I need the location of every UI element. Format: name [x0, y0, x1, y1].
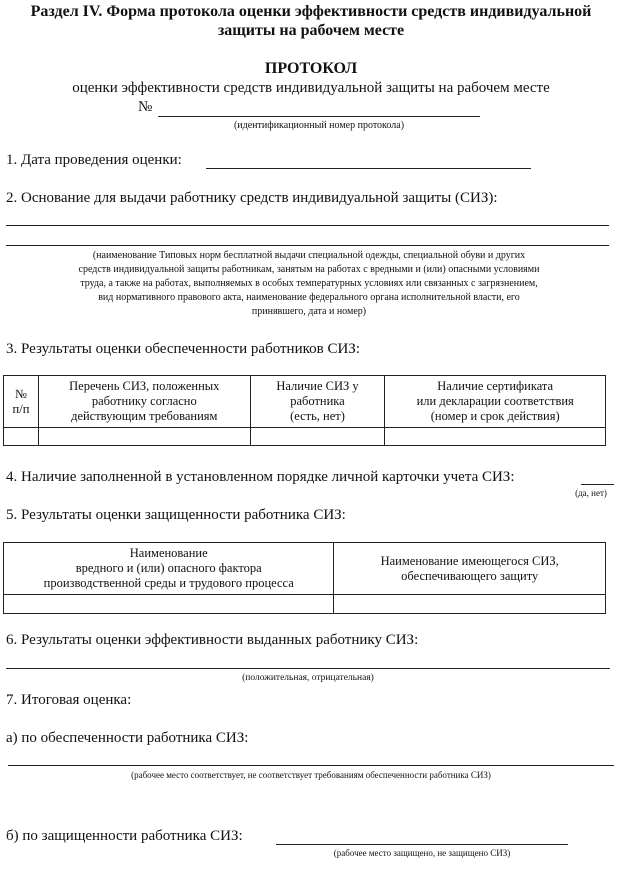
protection-result-field[interactable] [276, 844, 568, 845]
table-cell[interactable] [385, 428, 606, 446]
protection-table [3, 542, 606, 614]
provision-result-caption: (рабочее место соответствует, не соответствует требованиям обеспеченности работника СИЗ) [131, 770, 491, 780]
basis-caption-line: принявшего, дата и номер) [251, 306, 367, 317]
column-header: Наименование вредного и (или) опасного фактора производственной среды и трудового процесса [4, 543, 334, 595]
item5-label: 5. Результаты оценки защищенности работника СИЗ: [6, 507, 346, 523]
section-title-line-1: Раздел IV. Форма протокола оценки эффективности средств индивидуальной [30, 3, 592, 20]
protocol-subtitle: оценки эффективности средств индивидуальной защиты на рабочем месте [72, 80, 550, 96]
basis-caption-line: средств индивидуальной защиты работникам, занятым на работах с вредными и (или) опасными условиями [78, 264, 540, 275]
provision-result-field[interactable] [8, 765, 614, 766]
basis-caption-line: (наименование Типовых норм бесплатной выдачи специальной одежды, специальной обуви и других [92, 250, 526, 261]
effectiveness-field[interactable] [6, 668, 610, 669]
item2-label: 2. Основание для выдачи работнику средств индивидуальной защиты (СИЗ): [6, 190, 498, 206]
item4-label: 4. Наличие заполненной в установленном порядке личной карточки учета СИЗ: [6, 469, 515, 485]
column-header: Наличие сертификата или декларации соответствия (номер и срок действия) [385, 376, 606, 428]
assessment-date-field[interactable] [206, 168, 531, 169]
column-header: Перечень СИЗ, положенных работнику согласно действующим требованиям [38, 376, 250, 428]
provision-table [3, 375, 606, 446]
table-cell[interactable] [38, 428, 250, 446]
table-cell[interactable] [4, 595, 334, 614]
card-presence-field[interactable] [581, 484, 614, 485]
item3-label: 3. Результаты оценки обеспеченности работников СИЗ: [6, 341, 360, 357]
section-title-line-2: защиты на рабочем месте [217, 22, 405, 39]
column-header: Наименование имеющегося СИЗ, обеспечивающего защиту [334, 543, 606, 595]
item7a-label: а) по обеспеченности работника СИЗ: [6, 730, 249, 746]
protocol-number-field[interactable] [158, 116, 480, 117]
table-cell[interactable] [250, 428, 385, 446]
protocol-number-caption: (идентификационный номер протокола) [233, 120, 405, 131]
table-header-row [4, 376, 606, 428]
item6-label: 6. Результаты оценки эффективности выданных работнику СИЗ: [6, 632, 419, 648]
protocol-number-label: № [138, 99, 153, 115]
column-header: № п/п [4, 376, 39, 428]
item7-label: 7. Итоговая оценка: [6, 692, 132, 708]
card-presence-caption: (да, нет) [575, 488, 607, 498]
basis-caption [2, 249, 616, 319]
protocol-heading: ПРОТОКОЛ [264, 60, 358, 77]
protection-result-caption: (рабочее место защищено, не защищено СИЗ) [333, 848, 511, 858]
basis-field-line-1[interactable] [6, 225, 609, 226]
basis-field-line-2[interactable] [6, 245, 609, 246]
table-row [4, 595, 606, 614]
section-title [0, 2, 622, 40]
table-cell[interactable] [334, 595, 606, 614]
table-header-row [4, 543, 606, 595]
basis-caption-line: вид нормативного правового акта, наименование федерального органа исполнительной власти, его [98, 292, 520, 303]
effectiveness-caption: (положительная, отрицательная) [242, 673, 374, 683]
column-header: Наличие СИЗ у работника (есть, нет) [250, 376, 385, 428]
basis-caption-line: труда, а также на работах, выполняемых в особых температурных условиях или связанных с загрязнением, [80, 278, 538, 289]
table-cell[interactable] [4, 428, 39, 446]
table-row [4, 428, 606, 446]
item7b-label: б) по защищенности работника СИЗ: [6, 828, 243, 844]
item1-label: 1. Дата проведения оценки: [6, 152, 182, 168]
